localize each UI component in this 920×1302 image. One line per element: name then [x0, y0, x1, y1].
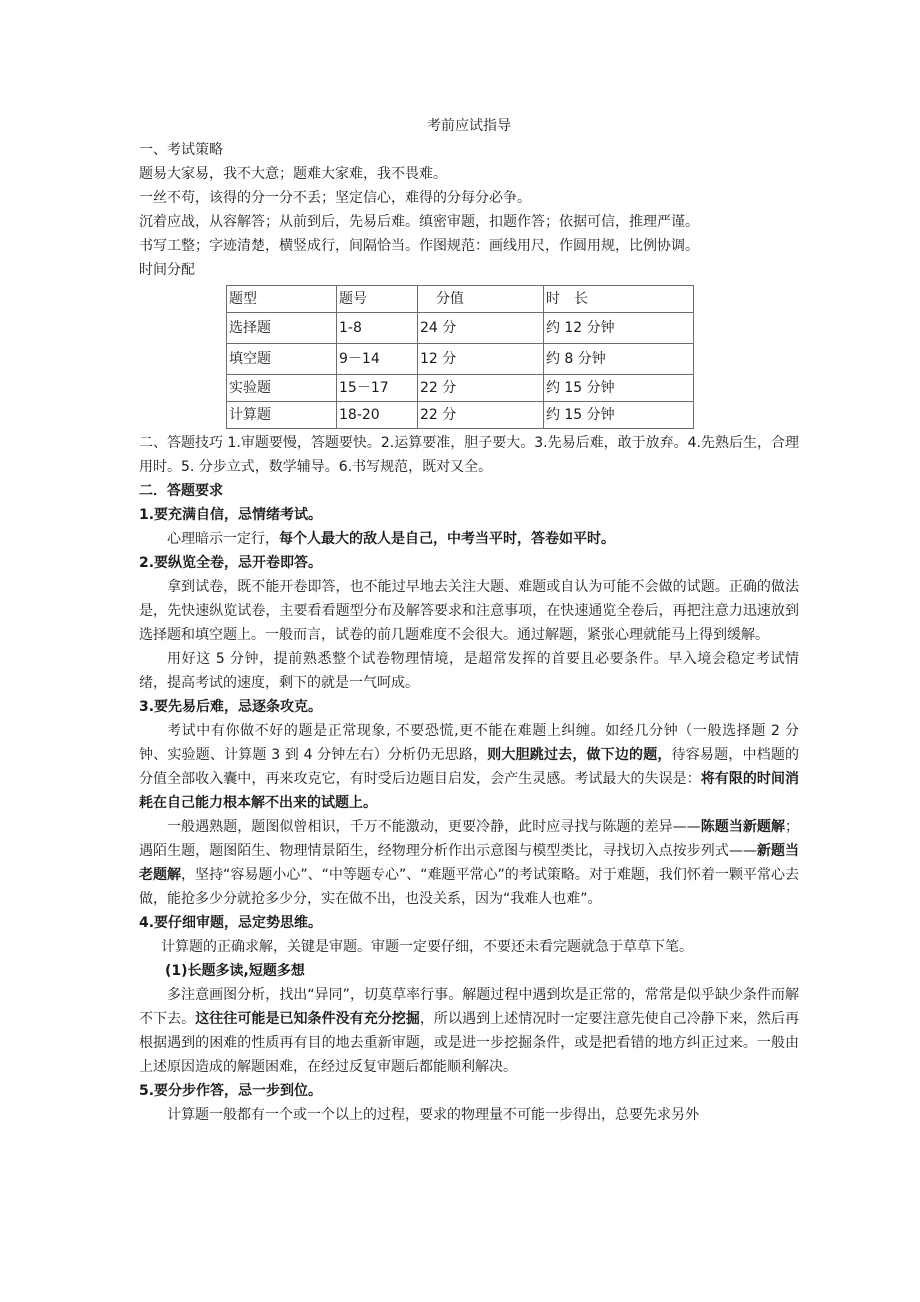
paragraph-text: 心理暗示一定行，	[167, 531, 279, 547]
paragraph-text: 考试中有你做不好的题是正常现象, 不要恐慌,更不能在难题上纠缠。如经几分钟（一般选择题 2 分钟、实验题、计算题 3 到 4 分钟左右）分析仍无思路，	[139, 723, 799, 763]
strategy-line-2: 一丝不苟，该得的分一分不丢；坚定信心，难得的分每分必争。	[139, 190, 531, 206]
paragraph-text: 多注意画图分析，找出“异同”，切莫草率行事。解题过程中遇到坎是正常的，常常是似乎缺少条件而解不下去。	[139, 987, 799, 1027]
table-cell: 22 分	[417, 375, 543, 402]
requirement-heading-4: 4.要仔细审题，忌定势思维。	[139, 915, 323, 931]
table-row	[227, 402, 694, 429]
paragraph-text: ，所以遇到上述情况时一定要注意先使自己冷静下来，然后再根据遇到的困难的性质再有目的地去重新审题，或是进一步挖掘条件，或是把看错的地方纠正过来。一般由上述原因造成的解题困难，在经过反复审题后都能顺利解决。	[139, 1011, 800, 1075]
sub-heading-long-short: (1)长题多读,短题多想	[165, 963, 305, 979]
emphasis-text: 将有限的时间消耗在自己能力根本解不出来的试题上。	[139, 771, 800, 811]
answer-skills-paragraph: 二、答题技巧 1.审题要慢，答题要快。2.运算要准，胆子要大。3.先易后难，敢于放弃。4.先熟后生，合理用时。5. 分步立式，数学辅导。6.书写规范，既对又全。	[139, 435, 799, 475]
paragraph-text: ，坚持“容易题小心”、“中等题专心”、“难题平常心”的考试策略。对于难题，我们怀着一颗平常心去做，能抢多少分就抢多少分，实在做不出，也没关系，因为“我难人也难”。	[139, 867, 800, 907]
emphasis-text: 则大胆跳过去，做下边的题，	[487, 747, 672, 763]
document-page	[139, 106, 799, 1127]
requirement-paragraph-5	[139, 815, 799, 911]
table-cell: 填空题	[227, 344, 337, 375]
table-cell: 实验题	[227, 375, 337, 402]
section-heading-requirements: 二．答题要求	[139, 483, 223, 499]
table-cell: 选择题	[227, 313, 337, 344]
table-cell: 18-20	[337, 402, 418, 429]
requirement-paragraph-1	[139, 527, 799, 551]
table-cell: 12 分	[417, 344, 543, 375]
requirement-heading-2: 2.要纵览全卷，忌开卷即答。	[139, 555, 323, 571]
table-row	[227, 344, 694, 375]
requirement-heading-5: 5.要分步作答，忌一步到位。	[139, 1083, 323, 1099]
requirement-paragraph-2: 拿到试卷，既不能开卷即答，也不能过早地去关注大题、难题或自认为可能不会做的试题。正确的做法是，先快速纵览试卷，主要看看题型分布及解答要求和注意事项，在快速通览全卷后，再把注意力迅速放到选择题和填空题上。一般而言，试卷的前几题难度不会很大。通过解题，紧张心理就能马上得到缓解。	[139, 579, 799, 643]
paragraph-text: 待容易题，中档题的分值全部收入囊中，再来攻克它，有时受后边题目启发，会产生灵感。考试最大的失误是：	[139, 747, 800, 787]
time-allocation-table	[226, 285, 694, 429]
paragraph-text: 一般遇熟题，题图似曾相识，千万不能激动，更要冷静，此时应寻找与陈题的差异——	[167, 819, 701, 835]
requirement-heading-3: 3.要先易后难，忌逐条攻克。	[139, 699, 323, 715]
requirement-paragraph-7	[139, 983, 799, 1079]
requirement-paragraph-4	[139, 719, 799, 815]
paragraph-text: ；遇陌生题，题图陌生、物理情景陌生，经物理分析作出示意图与模型类比，寻找切入点按步列式——	[139, 819, 800, 859]
emphasis-text: 这往往可能是已知条件没有充分挖掘	[195, 1011, 420, 1027]
requirement-paragraph-6: 计算题的正确求解，关键是审题。审题一定要仔细，不要还未看完题就急于草草下笔。	[161, 939, 693, 955]
table-header-cell: 题号	[337, 286, 418, 313]
table-cell: 22 分	[417, 402, 543, 429]
emphasis-text: 陈题当新题解	[700, 819, 786, 835]
table-cell: 15－17	[337, 375, 418, 402]
emphasis-text: 新题当老题解	[139, 843, 800, 883]
strategy-line-1: 题易大家易，我不大意；题难大家难，我不畏难。	[139, 166, 447, 182]
table-cell: 约 15 分钟	[543, 402, 693, 429]
requirement-paragraph-8: 计算题一般都有一个或一个以上的过程，要求的物理量不可能一步得出，总要先求另外	[167, 1107, 699, 1123]
table-cell: 计算题	[227, 402, 337, 429]
table-cell: 约 8 分钟	[543, 344, 693, 375]
emphasis-text: 每个人最大的敌人是自己，中考当平时，答卷如平时。	[279, 531, 615, 547]
table-header-cell: 时 长	[543, 286, 693, 313]
table-cell: 9－14	[337, 344, 418, 375]
table-header-cell: 分值	[417, 286, 543, 313]
table-header-row	[227, 286, 694, 313]
table-cell: 约 12 分钟	[543, 313, 693, 344]
requirement-paragraph-3: 用好这 5 分钟，提前熟悉整个试卷物理情境，是超常发挥的首要且必要条件。早入境会稳定考试情绪，提高考试的速度，剩下的就是一气呵成。	[139, 651, 799, 691]
table-row	[227, 313, 694, 344]
strategy-line-3: 沉着应战，从容解答；从前到后，先易后难。缜密审题，扣题作答；依据可信，推理严谨。	[139, 214, 699, 230]
table-row	[227, 375, 694, 402]
strategy-line-4: 书写工整；字迹清楚，横竖成行，间隔恰当。作图规范：画线用尺，作圆用规，比例协调。	[139, 238, 699, 254]
document-title: 考前应试指导	[427, 118, 511, 134]
table-header-cell: 题型	[227, 286, 337, 313]
section-heading-strategy: 一、考试策略	[139, 142, 223, 158]
table-cell: 约 15 分钟	[543, 375, 693, 402]
requirement-heading-1: 1.要充满自信，忌情绪考试。	[139, 507, 323, 523]
table-cell: 24 分	[417, 313, 543, 344]
time-allocation-label: 时间分配	[139, 262, 195, 278]
table-cell: 1-8	[337, 313, 418, 344]
